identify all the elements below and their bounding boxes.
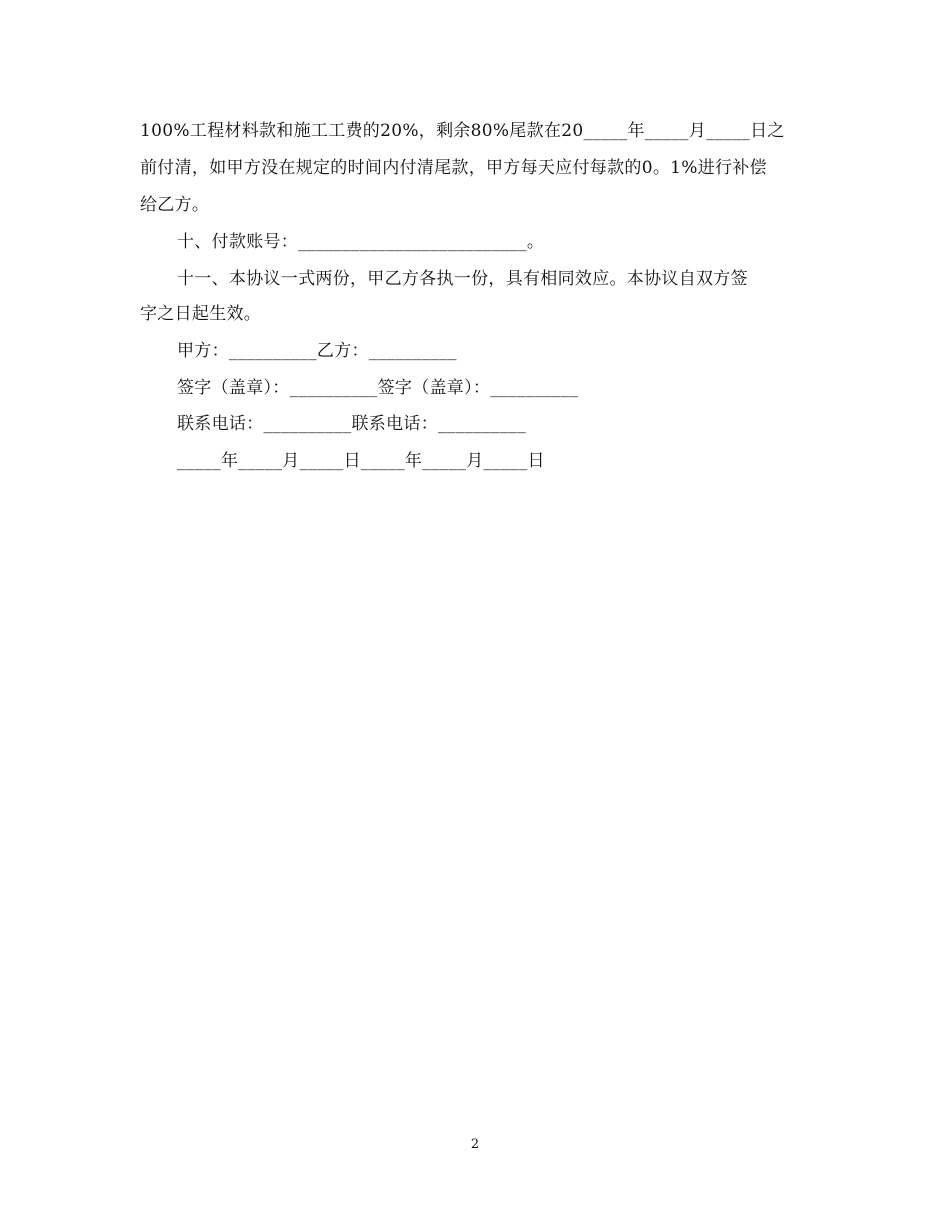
- page-number: 2: [470, 1137, 480, 1152]
- copies-clause-line-2: 字之日起生效。: [140, 304, 262, 324]
- contact-phone-line: 联系电话：__________联系电话：__________: [177, 414, 526, 434]
- payment-terms-line-1: 100%工程材料款和施工工费的20%，剩余80%尾款在20_____年_____月_____日之: [140, 121, 785, 141]
- payment-account-clause: 十、付款账号：__________________________。: [177, 232, 545, 252]
- copies-clause-line-1: 十一、本协议一式两份，甲乙方各执一份，具有相同效应。本协议自双方签: [177, 269, 748, 289]
- signature-seal-line: 签字（盖章）：__________签字（盖章）：__________: [177, 378, 579, 398]
- payment-terms-line-3: 给乙方。: [140, 195, 210, 215]
- payment-terms-line-2: 前付清，如甲方没在规定的时间内付清尾款，甲方每天应付每款的0。1%进行补偿: [140, 158, 767, 178]
- party-names-line: 甲方：__________乙方：__________: [177, 341, 457, 361]
- signing-date-line: _____年_____月_____日_____年_____月_____日: [177, 451, 545, 471]
